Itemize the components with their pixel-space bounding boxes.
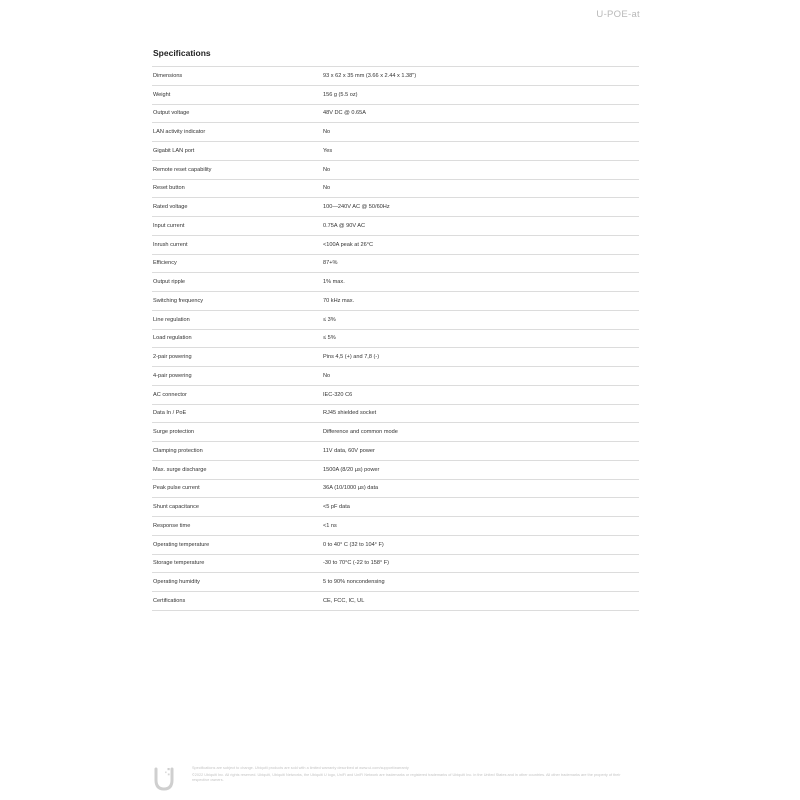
- spec-value: 5 to 90% noncondensing: [323, 573, 639, 592]
- spec-row: [152, 85, 639, 104]
- spec-label: Reset button: [152, 179, 323, 198]
- spec-label: Inrush current: [152, 235, 323, 254]
- spec-row: [152, 517, 639, 536]
- spec-value: 87+%: [323, 254, 639, 273]
- spec-value: Difference and common mode: [323, 423, 639, 442]
- spec-row: [152, 67, 639, 86]
- spec-value: 11V data, 60V power: [323, 442, 639, 461]
- spec-value: 100—240V AC @ 50/60Hz: [323, 198, 639, 217]
- spec-label: Switching frequency: [152, 292, 323, 311]
- spec-label: Response time: [152, 517, 323, 536]
- spec-label: Operating humidity: [152, 573, 323, 592]
- spec-row: [152, 592, 639, 611]
- spec-value: No: [323, 179, 639, 198]
- spec-row: [152, 142, 639, 161]
- spec-row: [152, 254, 639, 273]
- spec-value: 0.75A @ 90V AC: [323, 217, 639, 236]
- spec-value: Yes: [323, 142, 639, 161]
- spec-row: [152, 423, 639, 442]
- spec-value: 0 to 40° C (32 to 104° F): [323, 535, 639, 554]
- spec-label: Peak pulse current: [152, 479, 323, 498]
- spec-value: 1% max.: [323, 273, 639, 292]
- spec-value: IEC-320 C6: [323, 385, 639, 404]
- spec-row: [152, 348, 639, 367]
- spec-value: No: [323, 367, 639, 386]
- specifications-heading: Specifications: [153, 48, 211, 58]
- footer-legal-text: [192, 766, 632, 786]
- spec-value: ≤ 3%: [323, 310, 639, 329]
- spec-value: 36A (10/1000 µs) data: [323, 479, 639, 498]
- spec-label: Efficiency: [152, 254, 323, 273]
- spec-label: Certifications: [152, 592, 323, 611]
- spec-label: Data In / PoE: [152, 404, 323, 423]
- spec-row: [152, 573, 639, 592]
- spec-row: [152, 235, 639, 254]
- spec-label: Max. surge discharge: [152, 460, 323, 479]
- specifications-table-body: [152, 67, 639, 611]
- spec-label: Operating temperature: [152, 535, 323, 554]
- footer-copyright: ©2022 Ubiquiti Inc. All rights reserved. Ubiquiti, Ubiquiti Networks, the Ubiquiti U logo, UniFi and UniFi Network are trademarks or registered trademarks of Ubiquiti Inc. in the United States and in other countries. All other trademarks are the property of their respective owners.: [192, 773, 621, 783]
- spec-label: Output voltage: [152, 104, 323, 123]
- spec-row: [152, 329, 639, 348]
- spec-row: [152, 310, 639, 329]
- spec-label: Dimensions: [152, 67, 323, 86]
- spec-label: 2-pair powering: [152, 348, 323, 367]
- spec-row: [152, 554, 639, 573]
- spec-row: [152, 498, 639, 517]
- spec-label: AC connector: [152, 385, 323, 404]
- spec-row: [152, 385, 639, 404]
- spec-row: [152, 442, 639, 461]
- footer-disclaimer: Specifications are subject to change. Ubiquiti products are sold with a limited warranty described at www.ui.com/support/warranty: [192, 766, 409, 770]
- spec-row: [152, 123, 639, 142]
- spec-value: <100A peak at 26°C: [323, 235, 639, 254]
- spec-label: 4-pair powering: [152, 367, 323, 386]
- spec-row: [152, 404, 639, 423]
- spec-value: 156 g (5.5 oz): [323, 85, 639, 104]
- spec-label: Line regulation: [152, 310, 323, 329]
- spec-row: [152, 535, 639, 554]
- spec-value: 93 x 62 x 35 mm (3.66 x 2.44 x 1.38"): [323, 67, 639, 86]
- spec-label: Surge protection: [152, 423, 323, 442]
- spec-row: [152, 160, 639, 179]
- spec-row: [152, 104, 639, 123]
- spec-label: Storage temperature: [152, 554, 323, 573]
- spec-label: Load regulation: [152, 329, 323, 348]
- spec-label: Shunt capacitance: [152, 498, 323, 517]
- spec-value: <1 ns: [323, 517, 639, 536]
- spec-value: CE, FCC, IC, UL: [323, 592, 639, 611]
- spec-row: [152, 460, 639, 479]
- spec-value: 70 kHz max.: [323, 292, 639, 311]
- spec-label: LAN activity indicator: [152, 123, 323, 142]
- spec-value: Pins 4,5 (+) and 7,8 (-): [323, 348, 639, 367]
- spec-value: 1500A (8/20 µs) power: [323, 460, 639, 479]
- spec-label: Weight: [152, 85, 323, 104]
- spec-label: Remote reset capability: [152, 160, 323, 179]
- spec-value: 48V DC @ 0.65A: [323, 104, 639, 123]
- spec-row: [152, 198, 639, 217]
- spec-row: [152, 292, 639, 311]
- spec-row: [152, 179, 639, 198]
- spec-row: [152, 273, 639, 292]
- spec-value: -30 to 70°C (-22 to 158° F): [323, 554, 639, 573]
- spec-label: Clamping protection: [152, 442, 323, 461]
- spec-value: No: [323, 123, 639, 142]
- spec-label: Input current: [152, 217, 323, 236]
- spec-row: [152, 479, 639, 498]
- spec-value: RJ45 shielded socket: [323, 404, 639, 423]
- spec-row: [152, 217, 639, 236]
- specifications-table: [152, 66, 639, 611]
- spec-label: Output ripple: [152, 273, 323, 292]
- spec-label: Rated voltage: [152, 198, 323, 217]
- spec-value: No: [323, 160, 639, 179]
- product-code-header: U-POE-at: [596, 9, 640, 20]
- ubiquiti-logo-icon: [150, 766, 178, 792]
- spec-value: ≤ 5%: [323, 329, 639, 348]
- spec-row: [152, 367, 639, 386]
- spec-value: <5 pF data: [323, 498, 639, 517]
- spec-label: Gigabit LAN port: [152, 142, 323, 161]
